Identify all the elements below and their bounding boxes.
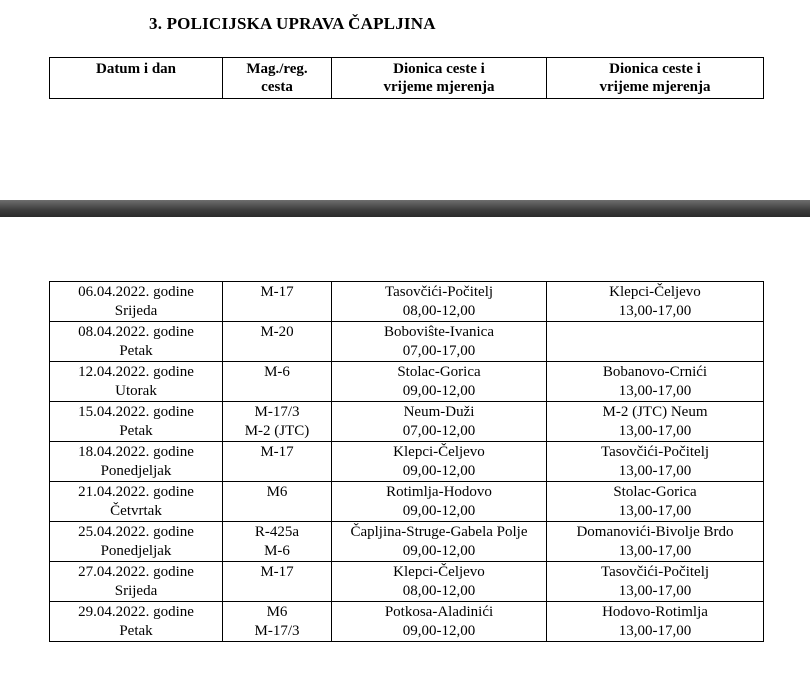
- road-cell-road1: M-17: [260, 564, 294, 580]
- section-2-cell: [547, 522, 764, 562]
- table-row: [50, 442, 764, 482]
- road-cell: [223, 322, 332, 362]
- table-row: [50, 602, 764, 642]
- section-2-cell: [547, 322, 764, 362]
- date-cell: [50, 282, 223, 322]
- header-section-1-line1: Dionica ceste i: [393, 61, 485, 77]
- section-2-cell-time2: 13,00-17,00: [618, 383, 692, 399]
- date-cell-day: Ponedjeljak: [100, 543, 172, 559]
- date-cell-date: 18.04.2022. godine: [78, 444, 194, 460]
- section-1-cell: [332, 322, 547, 362]
- section-1-cell: [332, 482, 547, 522]
- section-1-cell: [332, 602, 547, 642]
- schedule-table: [49, 281, 764, 642]
- section-2-cell-sec2: Tasovčići-Počitelj: [600, 564, 710, 580]
- road-cell: [223, 562, 332, 602]
- road-cell: [223, 522, 332, 562]
- date-cell: [50, 362, 223, 402]
- header-row: [50, 58, 764, 99]
- section-1-cell-sec1: Boboviŝte-Ivanica: [384, 324, 494, 340]
- section-2-cell: [547, 282, 764, 322]
- road-cell: [223, 442, 332, 482]
- road-cell-road1: R-425a: [254, 524, 300, 540]
- section-1-cell-time1: 08,00-12,00: [402, 303, 476, 319]
- header-road: [223, 58, 332, 99]
- section-1-cell: [332, 282, 547, 322]
- table-row: [50, 522, 764, 562]
- date-cell-day: Četvrtak: [110, 503, 162, 519]
- road-cell-road1: M6: [266, 604, 288, 620]
- section-2-cell: [547, 602, 764, 642]
- date-cell-date: 06.04.2022. godine: [78, 284, 194, 300]
- section-2-cell-time2: 13,00-17,00: [618, 543, 692, 559]
- section-1-cell-time1: 07,00-12,00: [402, 423, 476, 439]
- road-cell-road1: M-17: [260, 444, 294, 460]
- date-cell: [50, 562, 223, 602]
- header-section-2: [547, 58, 764, 99]
- header-section-1: [332, 58, 547, 99]
- road-cell: [223, 362, 332, 402]
- road-cell-road1: M-17/3: [254, 404, 300, 420]
- date-cell-date: 21.04.2022. godine: [78, 484, 194, 500]
- section-1-cell: [332, 442, 547, 482]
- section-1-cell: [332, 562, 547, 602]
- date-cell: [50, 522, 223, 562]
- road-cell-road2: M-6: [264, 543, 290, 559]
- section-1-cell-sec1: Klepci-Čeljevo: [393, 444, 485, 460]
- section-2-cell: [547, 482, 764, 522]
- table-row: [50, 482, 764, 522]
- section-1-cell-sec1: Potkosa-Aladinići: [384, 604, 494, 620]
- road-cell: [223, 402, 332, 442]
- date-cell-date: 27.04.2022. godine: [78, 564, 194, 580]
- table-row: [50, 402, 764, 442]
- section-1-cell-time1: 07,00-17,00: [402, 343, 476, 359]
- header-section-2-line1: Dionica ceste i: [609, 61, 701, 77]
- section-2-cell-sec2: M-2 (JTC) Neum: [602, 404, 708, 420]
- date-cell: [50, 602, 223, 642]
- road-cell: [223, 602, 332, 642]
- section-1-cell-time1: 09,00-12,00: [402, 463, 476, 479]
- section-1-cell: [332, 362, 547, 402]
- section-2-cell-time2: 13,00-17,00: [618, 423, 692, 439]
- section-2-cell-time2: 13,00-17,00: [618, 503, 692, 519]
- date-cell-day: Srijeda: [114, 303, 158, 319]
- section-title: 3. POLICIJSKA UPRAVA ČAPLJINA: [149, 14, 436, 33]
- section-2-cell-sec2: Bobanovo-Crnići: [602, 364, 708, 380]
- header-section-2-line2: vrijeme mjerenja: [599, 79, 711, 95]
- page-separator-bar: [0, 200, 810, 217]
- header-date-label: Datum i dan: [95, 61, 177, 77]
- section-1-cell-time1: 08,00-12,00: [402, 583, 476, 599]
- section-2-cell-time2: 13,00-17,00: [618, 583, 692, 599]
- section-2-cell-time2: 13,00-17,00: [618, 303, 692, 319]
- road-cell-road1: M6: [266, 484, 288, 500]
- section-2-cell-sec2: Stolac-Gorica: [613, 484, 697, 500]
- section-2-cell-sec2: Hodovo-Rotimlja: [602, 604, 708, 620]
- section-1-cell-sec1: Neum-Duži: [403, 404, 475, 420]
- date-cell-day: Petak: [119, 343, 153, 359]
- date-cell-day: Petak: [119, 623, 153, 639]
- road-cell: [223, 482, 332, 522]
- table-row: [50, 322, 764, 362]
- table-row: [50, 362, 764, 402]
- road-cell: [223, 282, 332, 322]
- header-road-line1: Mag./reg.: [246, 61, 308, 77]
- section-2-cell-time2: 13,00-17,00: [618, 463, 692, 479]
- date-cell-day: Utorak: [115, 383, 157, 399]
- header-road-line2: cesta: [261, 79, 293, 95]
- section-2-cell: [547, 562, 764, 602]
- date-cell: [50, 402, 223, 442]
- section-1-cell-time1: 09,00-12,00: [402, 543, 476, 559]
- section-1-cell-time1: 09,00-12,00: [402, 383, 476, 399]
- section-1-cell-time1: 09,00-12,00: [402, 503, 476, 519]
- date-cell-date: 15.04.2022. godine: [78, 404, 194, 420]
- section-2-cell-sec2: Tasovčići-Počitelj: [600, 444, 710, 460]
- header-date: [50, 58, 223, 99]
- table-row: [50, 562, 764, 602]
- date-cell: [50, 322, 223, 362]
- header-section-1-line2: vrijeme mjerenja: [383, 79, 495, 95]
- date-cell-day: Ponedjeljak: [100, 463, 172, 479]
- date-cell-day: Srijeda: [114, 583, 158, 599]
- road-cell-road1: M-17: [260, 284, 294, 300]
- date-cell-date: 08.04.2022. godine: [78, 324, 194, 340]
- date-cell-date: 29.04.2022. godine: [78, 604, 194, 620]
- section-1-cell-sec1: Rotimlja-Hodovo: [386, 484, 492, 500]
- section-1-cell: [332, 522, 547, 562]
- section-1-cell-sec1: Čapljina-Struge-Gabela Polje: [350, 524, 528, 540]
- section-1-cell-sec1: Tasovčići-Počitelj: [384, 284, 494, 300]
- date-cell-day: Petak: [119, 423, 153, 439]
- date-cell-date: 12.04.2022. godine: [78, 364, 194, 380]
- section-1-cell-sec1: Klepci-Čeljevo: [393, 564, 485, 580]
- section-1-cell: [332, 402, 547, 442]
- header-table: [49, 57, 764, 99]
- section-2-cell: [547, 362, 764, 402]
- table-row: [50, 282, 764, 322]
- date-cell-date: 25.04.2022. godine: [78, 524, 194, 540]
- road-cell-road1: M-6: [264, 364, 290, 380]
- section-2-cell: [547, 442, 764, 482]
- road-cell-road1: M-20: [260, 324, 294, 340]
- section-2-cell: [547, 402, 764, 442]
- date-cell: [50, 482, 223, 522]
- section-2-cell-sec2: Domanovići-Bivolje Brdo: [576, 524, 734, 540]
- section-2-cell-time2: 13,00-17,00: [618, 623, 692, 639]
- date-cell: [50, 442, 223, 482]
- section-1-cell-sec1: Stolac-Gorica: [397, 364, 481, 380]
- road-cell-road2: M-2 (JTC): [244, 423, 310, 439]
- road-cell-road2: M-17/3: [254, 623, 300, 639]
- section-1-cell-time1: 09,00-12,00: [402, 623, 476, 639]
- section-2-cell-sec2: Klepci-Čeljevo: [609, 284, 701, 300]
